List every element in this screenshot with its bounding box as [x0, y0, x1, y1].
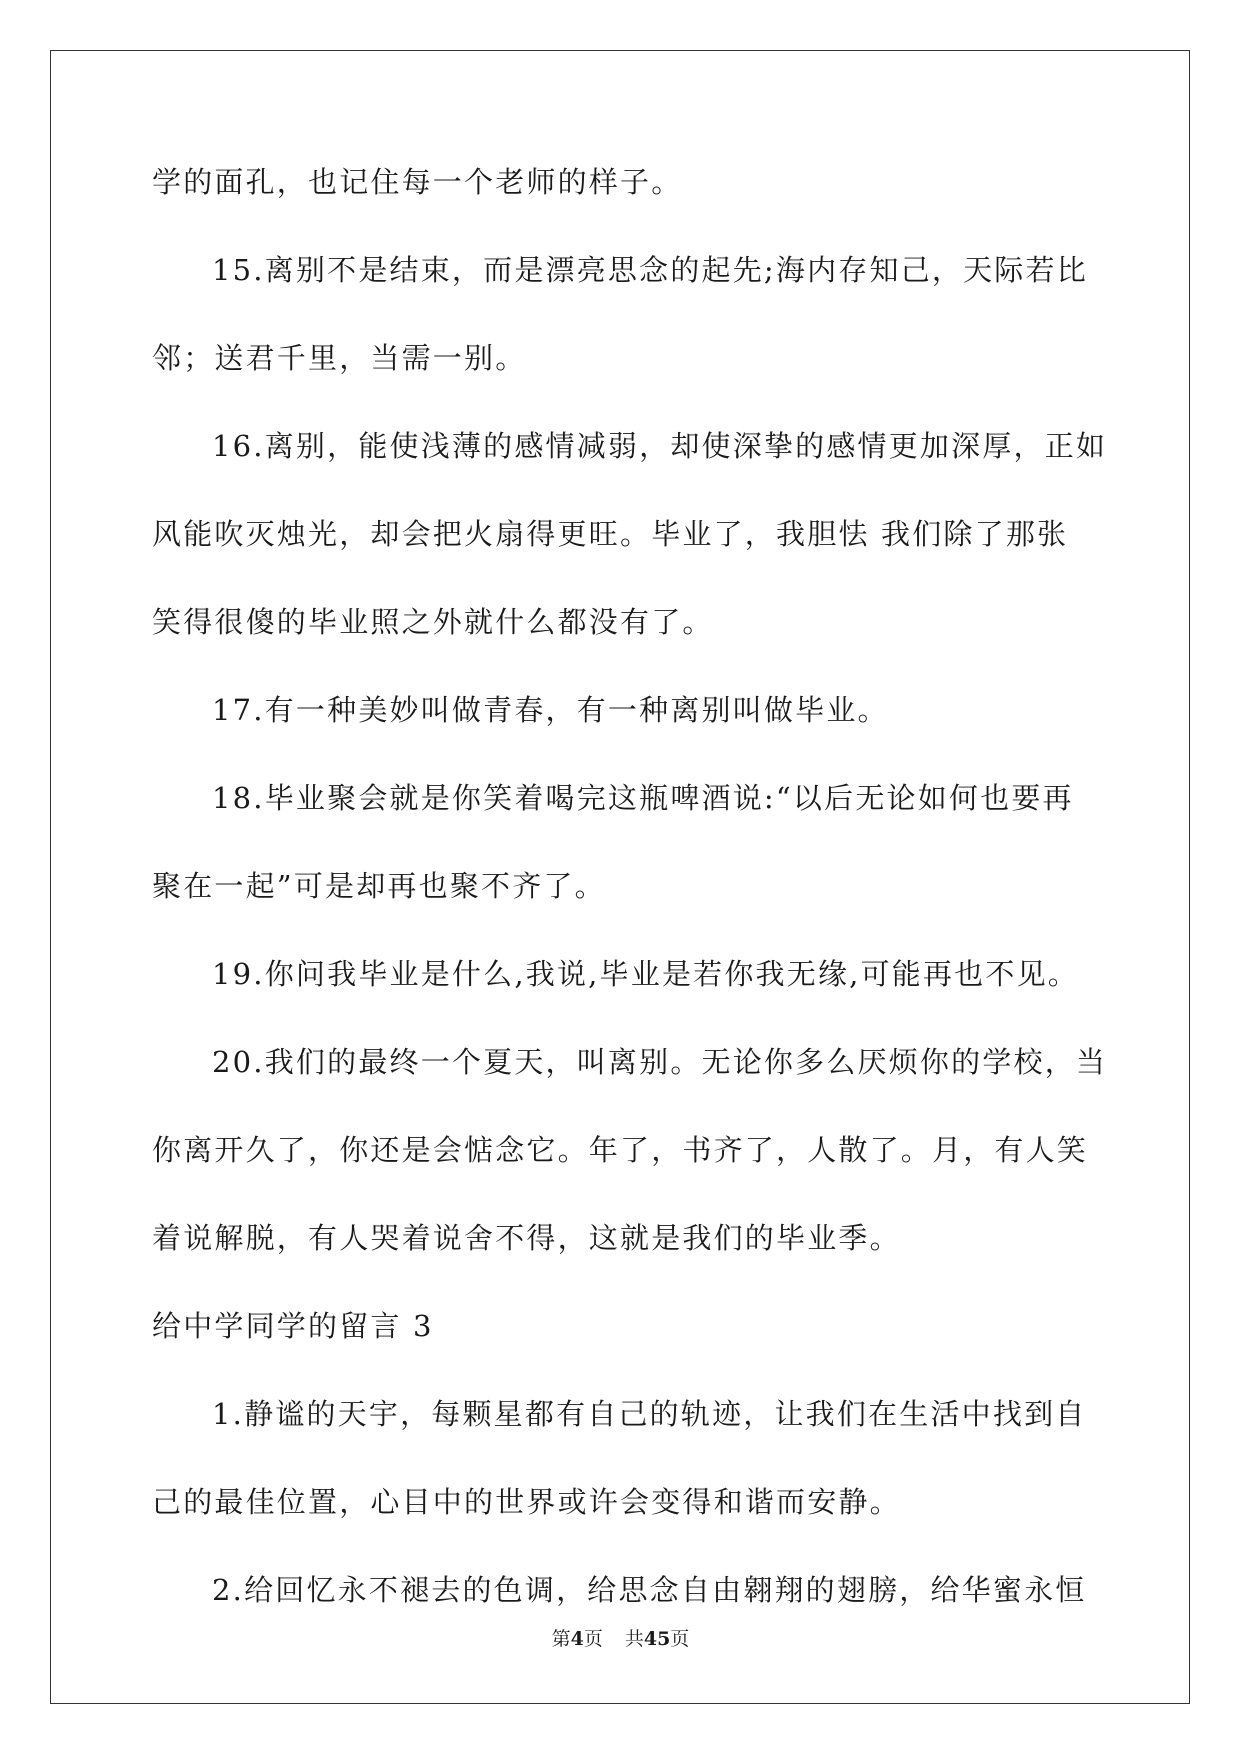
- page-footer: [0, 1624, 1241, 1651]
- text-line: 着说解脱，有人哭着说舍不得，这就是我们的毕业季。: [152, 1221, 901, 1255]
- text-line: 邻；送君千里，当需一别。: [152, 341, 527, 375]
- footer-page-suffix: 页: [583, 1628, 603, 1650]
- text-line: 17.有一种美妙叫做青春，有一种离别叫做毕业。: [212, 693, 889, 727]
- footer-page-prefix: 第: [551, 1628, 571, 1650]
- text-line: 15.离别不是结束，而是漂亮思念的起先;海内存知己，天际若比: [212, 253, 1088, 287]
- footer-page-number: 4: [570, 1628, 584, 1650]
- text-line: 19.你问我毕业是什么,我说,毕业是若你我无缘,可能再也不见。: [212, 957, 1079, 991]
- section-heading: 给中学同学的留言 3: [152, 1309, 434, 1343]
- document-body: [152, 160, 1108, 1656]
- text-line: 18.毕业聚会就是你笑着喝完这瓶啤酒说:“以后无论如何也要再: [212, 781, 1074, 815]
- text-line: 笑得很傻的毕业照之外就什么都没有了。: [152, 605, 714, 639]
- text-line: 风能吹灭烛光，却会把火扇得更旺。毕业了，我胆怯 我们除了那张: [152, 517, 1069, 551]
- text-line: 学的面孔，也记住每一个老师的样子。: [152, 165, 683, 199]
- footer-total-pages: 45: [643, 1628, 671, 1650]
- text-line: 聚在一起”可是却再也聚不齐了。: [152, 869, 606, 903]
- text-line: 1.静谧的天宇，每颗星都有自己的轨迹，让我们在生活中找到自: [212, 1397, 1087, 1431]
- text-line: 己的最佳位置，心目中的世界或许会变得和谐而安静。: [152, 1485, 901, 1519]
- text-line: 20.我们的最终一个夏天，叫离别。无论你多么厌烦你的学校，当: [212, 1045, 1108, 1079]
- text-line: 16.离别，能使浅薄的感情减弱，却使深挚的感情更加深厚，正如: [212, 429, 1108, 463]
- footer-total-prefix: 共: [624, 1628, 644, 1650]
- text-line: 你离开久了，你还是会惦念它。年了，书齐了，人散了。月，有人笑: [152, 1133, 1089, 1167]
- text-line: 2.给回忆永不褪去的色调，给思念自由翱翔的翅膀，给华蜜永恒: [212, 1573, 1087, 1607]
- footer-total-suffix: 页: [670, 1628, 690, 1650]
